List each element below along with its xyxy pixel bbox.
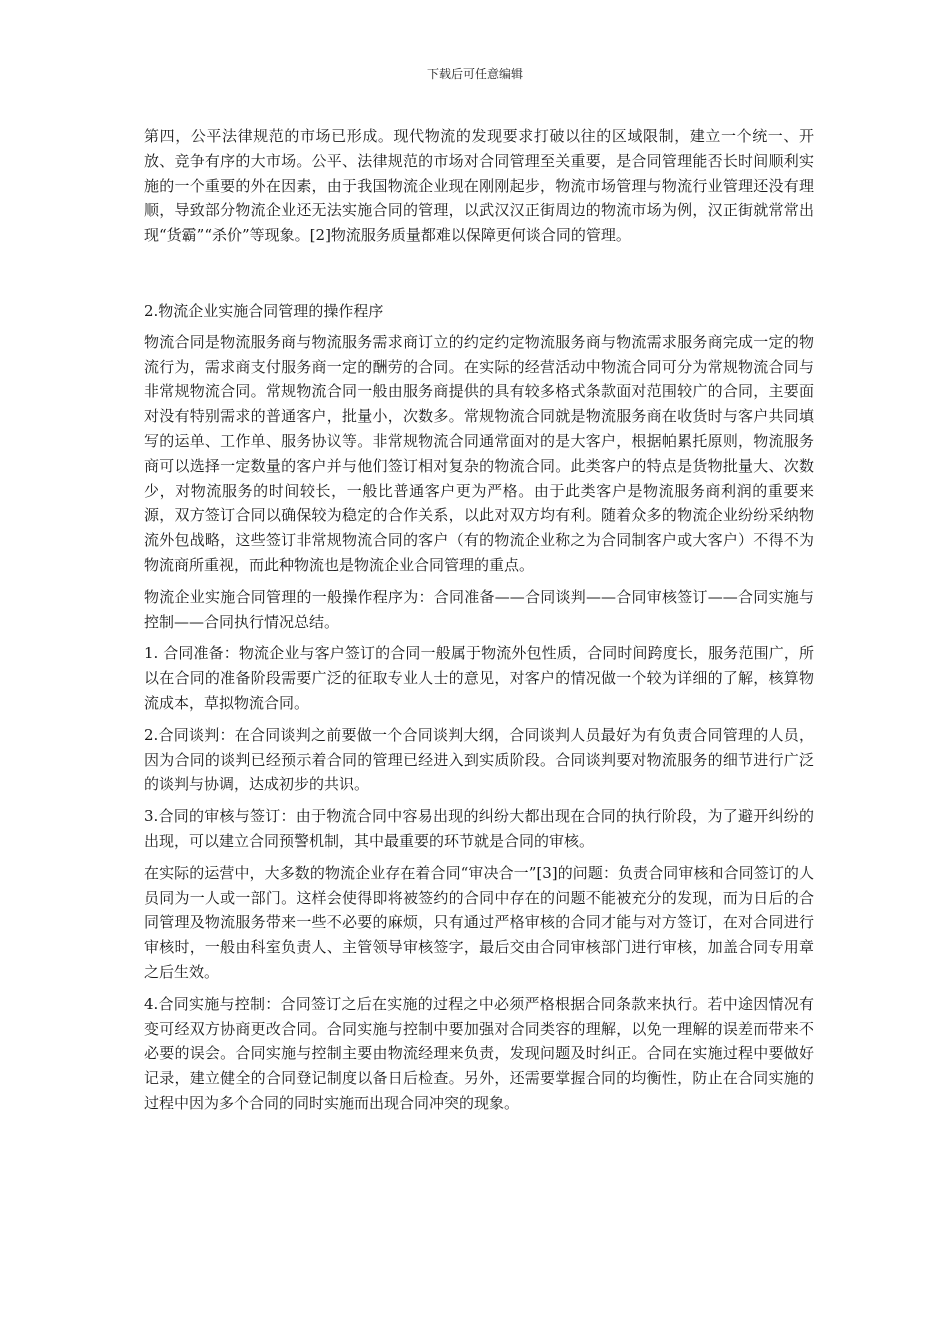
paragraph-market-regulation: 第四，公平法律规范的市场已形成。现代物流的发现要求打破以往的区域限制，建立一个统一、开放、竞争有序的大市场。公平、法律规范的市场对合同管理至关重要，是合同管理能否长时间顺利实施的一个重要的外在因素，由于我国物流企业现在刚刚起步，物流市场管理与物流行业管理还没有理顺，导致部分物流企业还无法实施合同的管理，以武汉汉正街周边的物流市场为例，汉正街就常常出现“货霸”“杀价”等现象。[2]物流服务质量都难以保障更何谈合同的管理。 <box>144 127 814 245</box>
paragraph-contract-negotiation: 2.合同谈判：在合同谈判之前要做一个合同谈判大纲，合同谈判人员最好为有负责合同管理的人员，因为合同的谈判已经预示着合同的管理已经进入到实质阶段。合同谈判要对物流服务的细节进行广泛的谈判与协调，达成初步的共识。 <box>144 725 814 794</box>
paragraph-logistics-contract: 物流合同是物流服务商与物流服务需求商订立的约定约定物流服务商与物流需求服务商完成一定的物流行为，需求商支付服务商一定的酬劳的合同。在实际的经营活动中物流合同可分为常规物流合同与非常规物流合同。常规物流合同一般由服务商提供的具有较多格式条款面对范围较广的合同，主要面对没有特别需求的普通客户，批量小，次数多。常规物流合同就是物流服务商在收货时与客户共同填写的运单、工作单、服务协议等。非常规物流合同通常面对的是大客户，根据帕累托原则，物流服务商可以选择一定数量的客户并与他们签订相对复杂的物流合同。此类客户的特点是货物批量大、次数少，对物流服务的时间较长，一般比普通客户更为严格。由于此类客户是物流服务商利润的重要来源，双方签订合同以确保较为稳定的合作关系，以此对双方均有利。随着众多的物流企业纷纷采纳物流外包战略，这些签订非常规物流合同的客户（有的物流企业称之为合同制客户或大客户）不得不为物流商所重视，而此种物流也是物流企业合同管理的重点。 <box>144 332 814 574</box>
paragraph-contract-preparation: 1. 合同准备：物流企业与客户签订的合同一般属于物流外包性质，合同时间跨度长，服务范围广，所以在合同的准备阶段需要广泛的征取专业人士的意见，对客户的情况做一个较为详细的了解，核算物流成本，草拟物流合同。 <box>144 644 814 712</box>
paragraph-contract-implementation: 4.合同实施与控制：合同签订之后在实施的过程之中必须严格根据合同条款来执行。若中途因情况有变可经双方协商更改合同。合同实施与控制中要加强对合同类容的理解，以免一理解的误差而带来不必要的误会。合同实施与控制主要由物流经理来负责，发现问题及时纠正。合同在实施过程中要做好记录，建立健全的合同登记制度以备日后检查。另外，还需要掌握合同的均衡性，防止在合同实施的过程中因为多个合同的同时实施而出现合同冲突的现象。 <box>144 994 814 1112</box>
paragraph-contract-review: 3.合同的审核与签订：由于物流合同中容易出现的纠纷大都出现在合同的执行阶段，为了避开纠纷的出现，可以建立合同预警机制，其中最重要的环节就是合同的审核。 <box>144 807 814 850</box>
page-header: 下载后可任意编辑 <box>426 67 523 81</box>
paragraph-procedure-overview: 物流企业实施合同管理的一般操作程序为：合同准备——合同谈判——合同审核签订——合同实施与控制——合同执行情况总结。 <box>144 587 814 631</box>
document-body <box>144 124 814 1123</box>
section-heading: 2.物流企业实施合同管理的操作程序 <box>144 301 384 320</box>
paragraph-review-issues: 在实际的运营中，大多数的物流企业存在着合同“审决合一”[3]的问题：负责合同审核和合同签订的人员同为一人或一部门。这样会使得即将被签约的合同中存在的问题不能被充分的发现，而为日后的合同管理及物流服务带来一些不必要的麻烦，只有通过严格审核的合同才能与对方签订，在对合同进行审核时，一般由科室负责人、主管领导审核签字，最后交由合同审核部门进行审核，加盖合同专用章之后生效。 <box>144 863 814 981</box>
